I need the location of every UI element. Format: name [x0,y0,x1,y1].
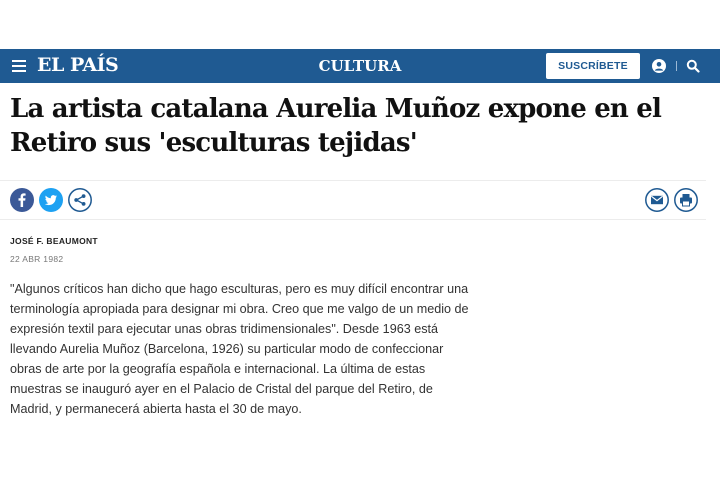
share-toolbar [0,180,706,220]
header-divider [676,61,677,71]
section-title[interactable]: CULTURA [318,57,402,75]
article-body: "Algunos críticos han dicho que hago esculturas, pero es muy difícil encontrar una terminología apropiada para designar mi obra. Creo que me valgo de un medio de expresión textil para ejecutar unas obras tridimensionales". Desde 1963 está llevando Aurelia Muñoz (Barcelona, 1926) su particular modo de confeccionar obras de arte por la geografía española e internacional. La última de estas muestras se inauguró ayer en el Palacio de Cristal del parque del Retiro, de Madrid, y permanecerá abierta hasta el 30 de mayo. [10,282,469,416]
publish-date: 22 ABR 1982 [10,254,64,264]
article-headline: La artista catalana Aurelia Muñoz expone en el Retiro sus 'esculturas tejidas' [10,94,662,158]
search-icon[interactable] [686,59,700,73]
email-icon[interactable] [645,188,669,212]
twitter-icon[interactable] [39,188,63,212]
author-byline[interactable]: JOSÉ F. BEAUMONT [10,236,98,246]
facebook-icon[interactable] [10,188,34,212]
subscribe-button[interactable]: SUSCRÍBETE [546,53,640,79]
top-navigation-bar [0,49,720,83]
site-logo[interactable]: EL PAÍS [37,54,119,76]
user-icon[interactable] [652,59,666,73]
print-icon[interactable] [674,188,698,212]
share-icon[interactable] [68,188,92,212]
